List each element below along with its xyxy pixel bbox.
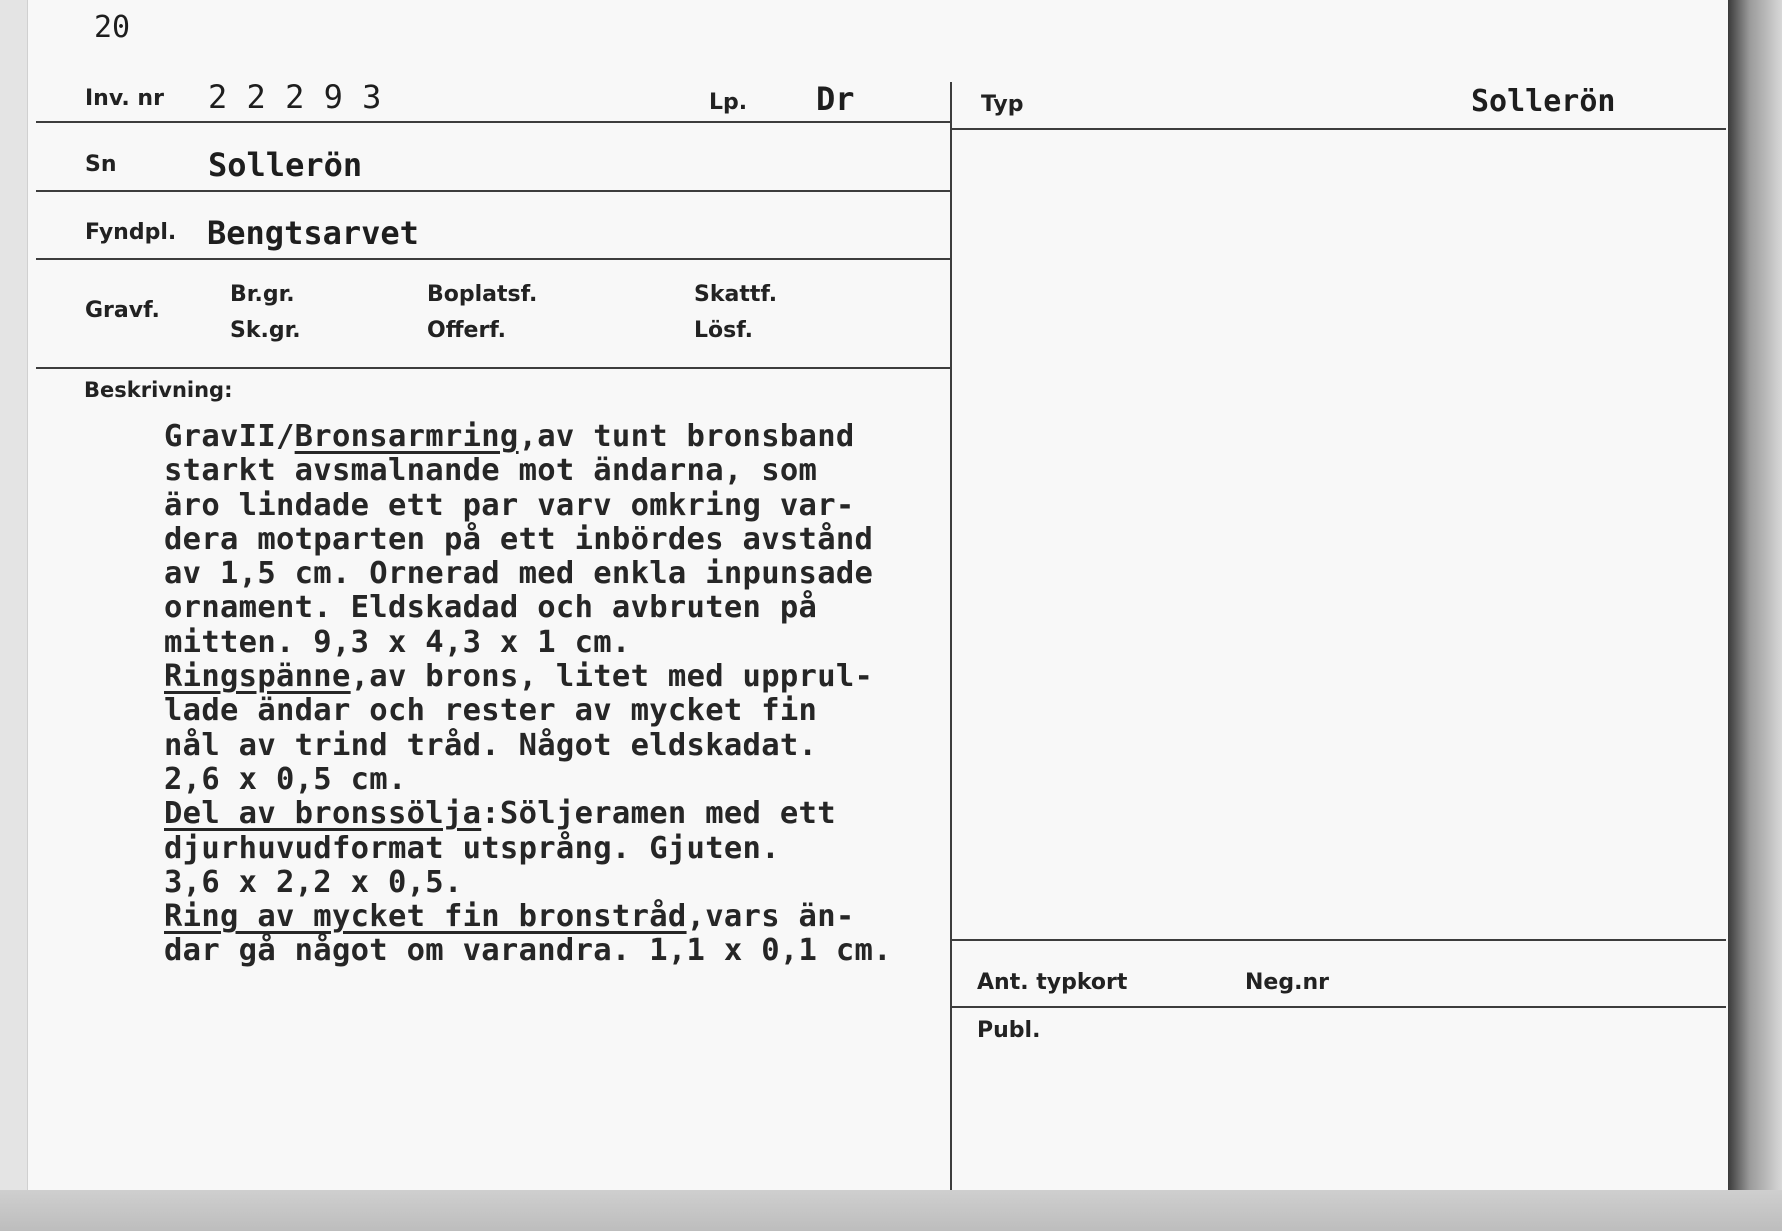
sn-value: Sollerön [208, 146, 363, 184]
rule-fyndpl [36, 258, 952, 260]
description-line [164, 454, 892, 488]
inv-label: Inv. nr [85, 86, 164, 111]
description-segment: mitten. 9,3 x 4,3 x 1 cm. [164, 624, 631, 660]
offerf-label: Offerf. [427, 318, 507, 343]
fyndpl-value: Bengtsarvet [207, 214, 419, 252]
description-line [164, 489, 892, 523]
description-line [164, 523, 892, 557]
gravf-label: Gravf. [85, 298, 160, 323]
description-line [164, 660, 892, 694]
description-heading: Del av bronssölja [164, 796, 482, 832]
description-line [164, 832, 892, 866]
description-segment: ornament. Eldskadad och avbruten på [164, 590, 818, 626]
description-line [164, 797, 892, 831]
sn-label: Sn [85, 152, 117, 177]
description-segment: starkt avsmalnande mot ändarna, som [164, 453, 818, 489]
description-line [164, 866, 892, 900]
rule-ant-typkort-bottom [952, 1006, 1726, 1008]
description-line [164, 420, 892, 454]
description-line [164, 557, 892, 591]
description-line [164, 900, 892, 934]
column-divider [950, 82, 952, 1190]
publ-label: Publ. [977, 1018, 1041, 1043]
description-segment: 2,6 x 0,5 cm. [164, 761, 407, 797]
skgr-label: Sk.gr. [230, 318, 301, 343]
description-text [164, 420, 892, 969]
skattf-label: Skattf. [694, 282, 778, 307]
scan-shadow-right [1728, 0, 1782, 1231]
rule-typ [952, 128, 1726, 130]
description-segment: GravII/ [164, 419, 295, 454]
rule-ant-typkort-top [952, 939, 1726, 941]
description-segment: djurhuvudformat utsprång. Gjuten. [164, 830, 780, 866]
rule-gravf [36, 367, 952, 369]
typ-value: Sollerön [1471, 84, 1616, 119]
boplatsf-label: Boplatsf. [427, 282, 538, 307]
rule-inv [36, 121, 952, 123]
description-segment: ,vars än- [686, 899, 855, 935]
neg-nr-label: Neg.nr [1245, 970, 1329, 995]
description-segment: lade ändar och rester av mycket fin [164, 693, 818, 729]
scan-shadow-bottom [0, 1190, 1782, 1231]
description-line [164, 591, 892, 625]
fyndpl-label: Fyndpl. [85, 220, 177, 245]
description-line [164, 934, 892, 968]
description-line [164, 763, 892, 797]
description-segment: dera motparten på ett inbördes avstånd [164, 521, 874, 557]
description-heading: Ringspänne [164, 659, 351, 695]
description-segment: av 1,5 cm. Ornerad med enkla inpunsade [164, 556, 874, 592]
description-segment: 3,6 x 2,2 x 0,5. [164, 864, 463, 900]
description-segment: ,av brons, litet med upprul- [350, 659, 874, 695]
lp-label: Lp. [709, 90, 748, 115]
description-line [164, 729, 892, 763]
brgr-label: Br.gr. [230, 282, 295, 307]
ant-typkort-label: Ant. typkort [977, 970, 1128, 995]
description-line [164, 694, 892, 728]
lp-value: Dr [816, 80, 855, 118]
description-segment: äro lindade ett par varv omkring var- [164, 487, 855, 523]
inv-value: 2 2 2 9 3 [208, 78, 382, 116]
beskrivning-label: Beskrivning: [84, 378, 233, 402]
description-line [164, 626, 892, 660]
description-segment: nål av trind tråd. Något eldskadat. [164, 727, 818, 763]
description-heading: Ring av mycket fin bronstråd [164, 899, 687, 935]
typ-label: Typ [981, 92, 1024, 117]
rule-sn [36, 190, 952, 192]
description-segment: dar gå något om varandra. 1,1 x 0,1 cm. [164, 933, 892, 969]
description-heading: Bronsarmring [294, 419, 519, 454]
page-number: 20 [94, 10, 131, 45]
description-segment: ,av tunt bronsband [518, 419, 855, 454]
description-segment: :Söljeramen med ett [481, 796, 836, 832]
losf-label: Lösf. [694, 318, 753, 343]
